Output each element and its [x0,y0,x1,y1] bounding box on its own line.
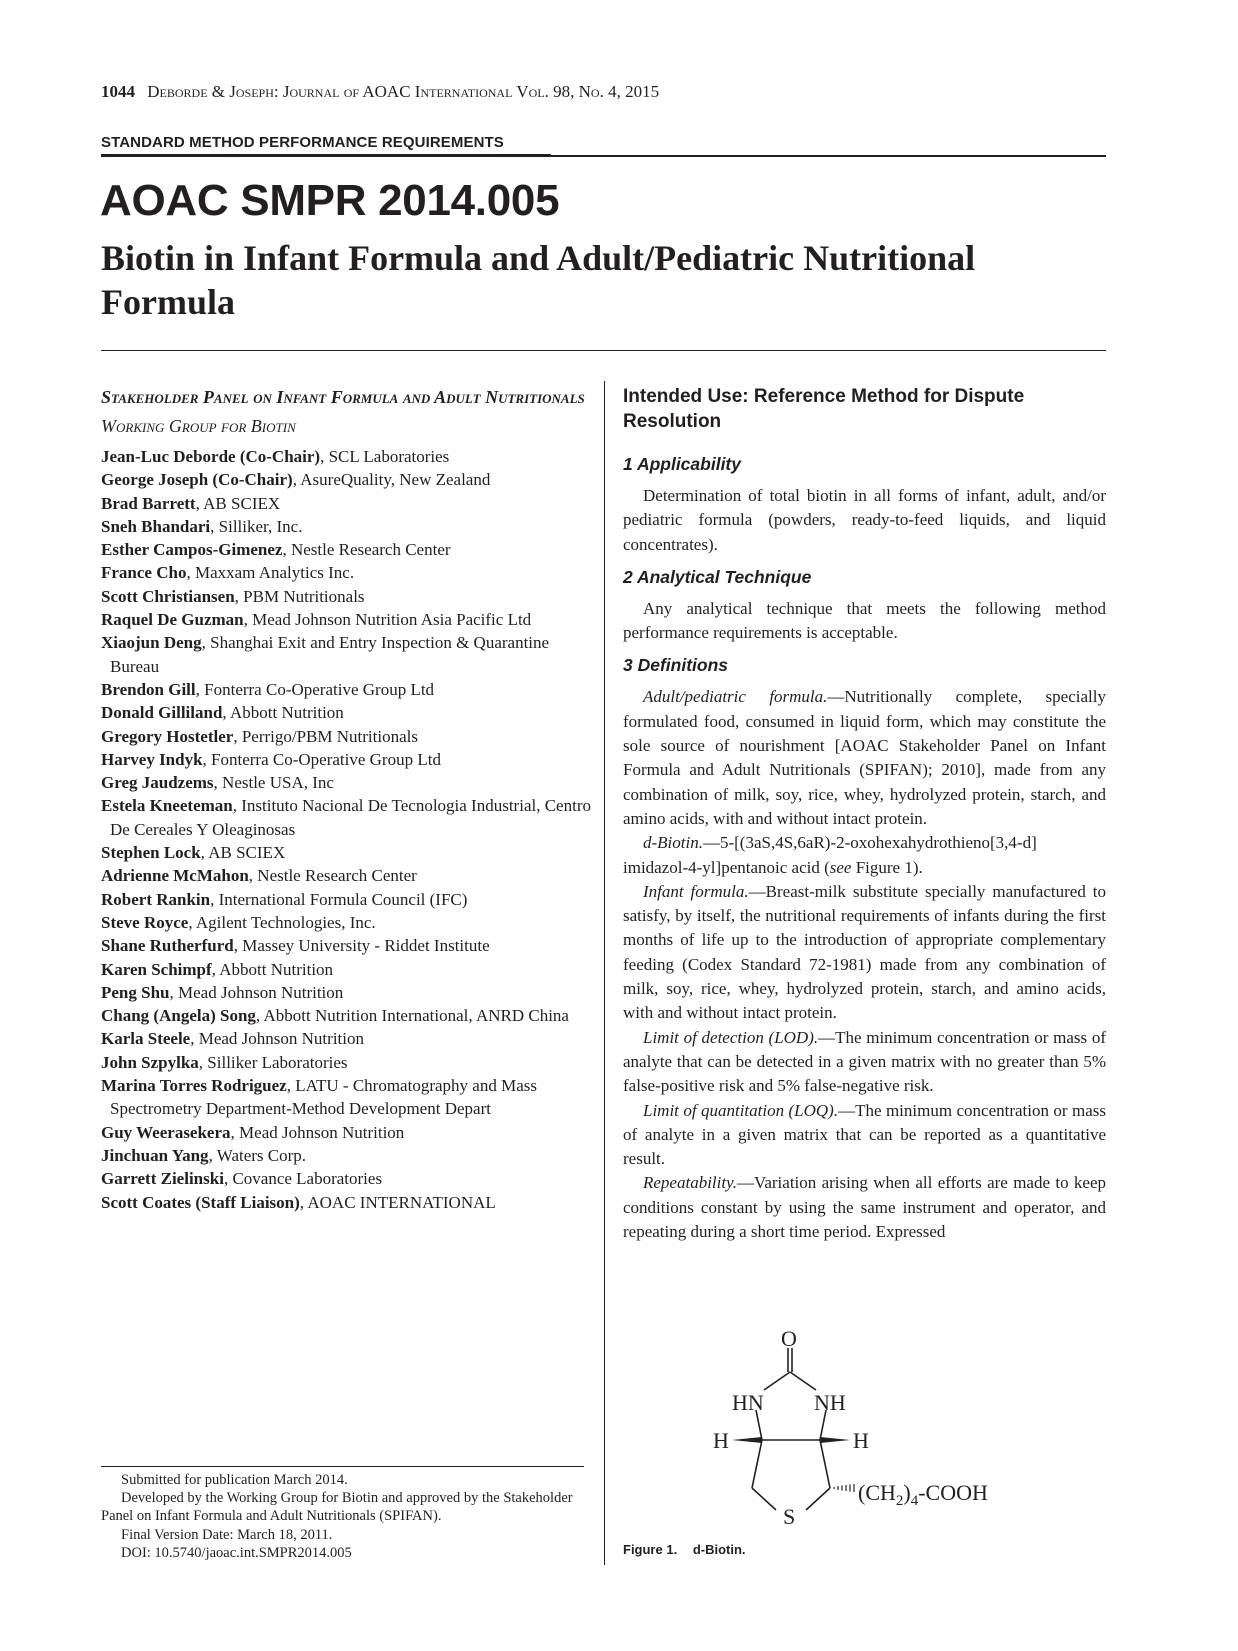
member-list [101,445,591,1214]
member-affiliation: , Agilent Technologies, Inc. [188,912,376,932]
member-entry [101,561,591,584]
member-affiliation: , Silliker, Inc. [210,516,303,536]
definition-text: —Variation arising when all efforts are made to keep conditions constant by using the same instrument and operator, and repeating during a short time period. Expressed [623,1173,1106,1242]
member-entry [101,771,591,794]
section-heading-definitions: 3 Definitions [623,655,729,676]
definition-term: d-Biotin. [643,833,703,853]
member-entry [101,911,591,934]
member-affiliation: , Shanghai Exit and Entry Inspection & Quarantine Bureau [110,633,550,676]
member-affiliation: , AOAC INTERNATIONAL [299,1192,496,1212]
member-affiliation: , AB SCIEX [195,493,281,513]
member-entry [101,538,591,561]
member-entry [101,515,591,538]
definition-text: —The minimum concentration or mass of analyte in a given matrix that can be reported as a quantitative result. [623,1100,1106,1169]
member-name: Greg Jaudzems [101,773,214,793]
member-affiliation: , Massey University - Riddet Institute [233,936,490,956]
atom-hydrogen-left: H [713,1428,729,1453]
member-affiliation: , Abbott Nutrition [222,703,344,723]
definition-loq [623,1099,1106,1172]
member-entry [101,1051,591,1074]
member-affiliation: , LATU - Chromatography and Mass Spectrometry Department-Method Development Depart [110,1076,537,1119]
definition-term: Adult/pediatric formula. [643,687,828,707]
member-affiliation: , Fonterra Co-Operative Group Ltd [195,679,435,699]
definition-repeatability [623,1171,1106,1244]
member-name: Karla Steele [101,1029,191,1049]
member-name: Raquel De Guzman [101,610,244,630]
page-number: 1044 [101,82,135,101]
member-affiliation: , Abbott Nutrition International, ANRD China [255,1006,569,1026]
member-entry [101,468,591,491]
member-affiliation: , Covance Laboratories [223,1169,383,1189]
member-entry [101,1004,591,1027]
member-entry [101,1144,591,1167]
member-entry [101,445,591,468]
member-name: Chang (Angela) Song [101,1006,256,1026]
wedge-bond-left [732,1437,762,1443]
member-name: Jinchuan Yang [101,1145,209,1165]
member-name: John Szpylka [101,1052,199,1072]
definition-lod [623,1026,1106,1099]
member-affiliation: , Mead Johnson Nutrition [169,982,344,1002]
panel-name: Stakeholder Panel on Infant Formula and Adult Nutritionals [101,387,585,407]
member-name: Estela Kneeteman [101,796,233,816]
analytical-technique-text: Any analytical technique that meets the following method performance requirements is acceptable. [623,598,1106,643]
side-chain-subscript: 4 [910,1493,919,1509]
side-chain-part: ) [903,1480,911,1505]
member-name: Stephen Lock [101,843,201,863]
working-group-name: Working Group for Biotin [101,416,296,436]
footnote-submitted: Submitted for publication March 2014. [121,1472,348,1488]
member-name: Peng Shu [101,982,170,1002]
member-name: Harvey Indyk [101,749,203,769]
document-subtitle: Biotin in Infant Formula and Adult/Pediatric Nutritional Formula [101,238,976,322]
member-entry [101,1167,591,1190]
header-rule-thin [551,155,1106,157]
member-entry [101,492,591,515]
wedge-bond-right [820,1437,850,1443]
footnote-doi: DOI: 10.5740/jaoac.int.SMPR2014.005 [121,1544,352,1561]
column-divider [604,381,605,1565]
running-head [101,82,659,102]
member-affiliation: , SCL Laboratories [320,447,450,466]
member-affiliation: , Mead Johnson Nutrition [230,1122,405,1142]
intended-use-heading: Intended Use: Reference Method for Dispute Resolution [623,386,1025,432]
footnote-developed: Developed by the Working Group for Biotin and approved by the Stakeholder Panel on Infant Formula and Adult Nutritionals (SPIFAN). [101,1490,573,1525]
member-name: Brendon Gill [101,679,196,699]
member-affiliation: , AB SCIEX [200,843,286,863]
definition-d-biotin [623,831,1106,880]
definition-term: Limit of detection (LOD). [643,1027,819,1047]
footnotes [101,1471,591,1562]
member-name: Gregory Hostetler [101,726,234,746]
definition-text: —5-[(3aS,4S,6aR)-2-oxohexahydrothieno[3,4-d] imidazol-4-yl]pentanoic acid ( [623,833,1037,877]
member-entry [101,1121,591,1144]
member-name: Donald Gilliland [101,703,223,723]
definition-text: —The minimum concentration or mass of analyte that can be detected in a given matrix with no greater than 5% false-positive risk and 5% false-negative risk. [623,1027,1106,1096]
member-affiliation: , Maxxam Analytics Inc. [186,563,355,583]
member-entry [101,981,591,1004]
atom-sulfur: S [783,1504,796,1529]
side-chain-part: (CH [858,1480,896,1505]
hashed-bond [834,1484,854,1492]
member-entry [101,585,591,608]
member-entry [101,701,591,724]
definition-term: Repeatability. [643,1173,737,1193]
member-entry [101,841,591,864]
figure-caption-label: Figure 1. [623,1542,678,1557]
running-title: Deborde & Joseph: Journal of AOAC International Vol. 98, No. 4, 2015 [147,82,660,101]
member-entry [101,1027,591,1050]
title-rule [101,350,1106,351]
member-name: Steve Royce [101,912,189,932]
member-entry [101,608,591,631]
atom-hydrogen-right: H [853,1428,869,1453]
member-entry [101,678,591,701]
member-affiliation: , Mead Johnson Nutrition Asia Pacific Ltd [243,610,532,630]
definition-text: —Breast-milk substitute specially manufactured to satisfy, by itself, the nutritional requirements of infants during the first months of life up to the introduction of appropriate complementary feeding (Codex Standard 72-1981) made from any combination of milk, soy, rice, whey, hydrolyzed protein, starch, and amino acids, with and without intact protein. [623,881,1106,1023]
applicability-text: Determination of total biotin in all forms of infant, adult, and/or pediatric formula (powders, ready-to-feed liquids, and liquid concentrates). [623,486,1106,554]
definition-term: Limit of quantitation (LOQ). [643,1100,839,1120]
member-name: Scott Christiansen [101,586,235,606]
member-affiliation: , AsureQuality, New Zealand [292,470,491,490]
member-affiliation: , PBM Nutritionals [234,586,365,606]
member-name: Scott Coates (Staff Liaison) [101,1192,300,1212]
figure-caption-text: d-Biotin. [692,1542,746,1557]
member-entry [101,1191,591,1214]
member-affiliation: , Nestle Research Center [282,540,451,560]
member-name: Esther Campos-Gimenez [101,540,283,560]
member-entry [101,934,591,957]
member-affiliation: , International Formula Council (IFC) [210,889,468,909]
member-affiliation: , Nestle USA, Inc [213,773,334,793]
biotin-bonds [752,1348,830,1510]
member-name: Robert Rankin [101,889,211,909]
footnote-final-version: Final Version Date: March 18, 2011. [121,1526,333,1543]
definition-term: Infant formula. [643,881,749,901]
member-affiliation: , Nestle Research Center [248,866,417,886]
left-column [101,386,591,1214]
member-name: George Joseph (Co-Chair) [101,470,293,490]
side-chain-label [858,1480,988,1509]
member-name: Jean-Luc Deborde (Co-Chair) [101,447,321,466]
definition-infant-formula [623,880,1106,1026]
member-entry [101,1074,591,1121]
biotin-structure-figure [680,1318,1020,1538]
member-entry [101,958,591,981]
member-entry [101,888,591,911]
member-affiliation: , Perrigo/PBM Nutritionals [233,726,418,746]
side-chain-subscript: 2 [895,1493,904,1509]
footnote-rule [101,1466,584,1467]
member-entry [101,631,591,678]
member-entry [101,864,591,887]
section-label: STANDARD METHOD PERFORMANCE REQUIREMENTS [101,134,504,151]
member-name: Brad Barrett [101,493,196,513]
member-entry [101,725,591,748]
member-entry [101,748,591,771]
right-column [623,384,1106,1244]
member-name: Marina Torres Rodriguez [101,1076,287,1096]
definition-adult-pediatric-formula [623,685,1106,831]
member-name: Sneh Bhandari [101,516,211,536]
member-affiliation: , Waters Corp. [208,1145,307,1165]
member-affiliation: , Instituto Nacional De Tecnologia Industrial, Centro De Cereales Y Oleaginosas [110,796,591,839]
member-affiliation: , Mead Johnson Nutrition [190,1029,364,1049]
document-title: AOAC SMPR 2014.005 [100,176,560,225]
member-affiliation: , Fonterra Co-Operative Group Ltd [202,749,441,769]
definition-see: see [829,857,852,877]
atom-nh: NH [814,1390,846,1415]
member-entry [101,794,591,841]
member-name: Shane Rutherfurd [101,936,234,956]
member-name: Adrienne McMahon [101,866,249,886]
member-affiliation: , Abbott Nutrition [211,959,334,979]
member-name: France Cho [101,563,187,583]
section-heading-analytical-technique: 2 Analytical Technique [623,566,812,587]
figure-caption [623,1542,746,1557]
side-chain-part: -COOH [918,1480,988,1505]
member-name: Karen Schimpf [101,959,212,979]
member-affiliation: , Silliker Laboratories [198,1052,348,1072]
definition-text-end: Figure 1). [851,857,923,877]
member-name: Guy Weerasekera [101,1122,231,1142]
member-name: Xiaojun Deng [101,633,202,653]
header-rule-thick [101,154,551,157]
member-name: Garrett Zielinski [101,1169,224,1189]
atom-oxygen: O [781,1326,797,1351]
definition-text: —Nutritionally complete, specially formulated food, consumed in liquid form, which may constitute the sole source of nourishment [AOAC Stakeholder Panel on Infant Formula and Adult Nutritionals (SPIFAN); 2010], made from any combination of milk, soy, rice, whey, hydrolyzed protein, starch, and amino acids, with and without intact protein. [623,687,1106,828]
section-heading-applicability: 1 Applicability [623,454,741,474]
atom-hn: HN [732,1390,764,1415]
